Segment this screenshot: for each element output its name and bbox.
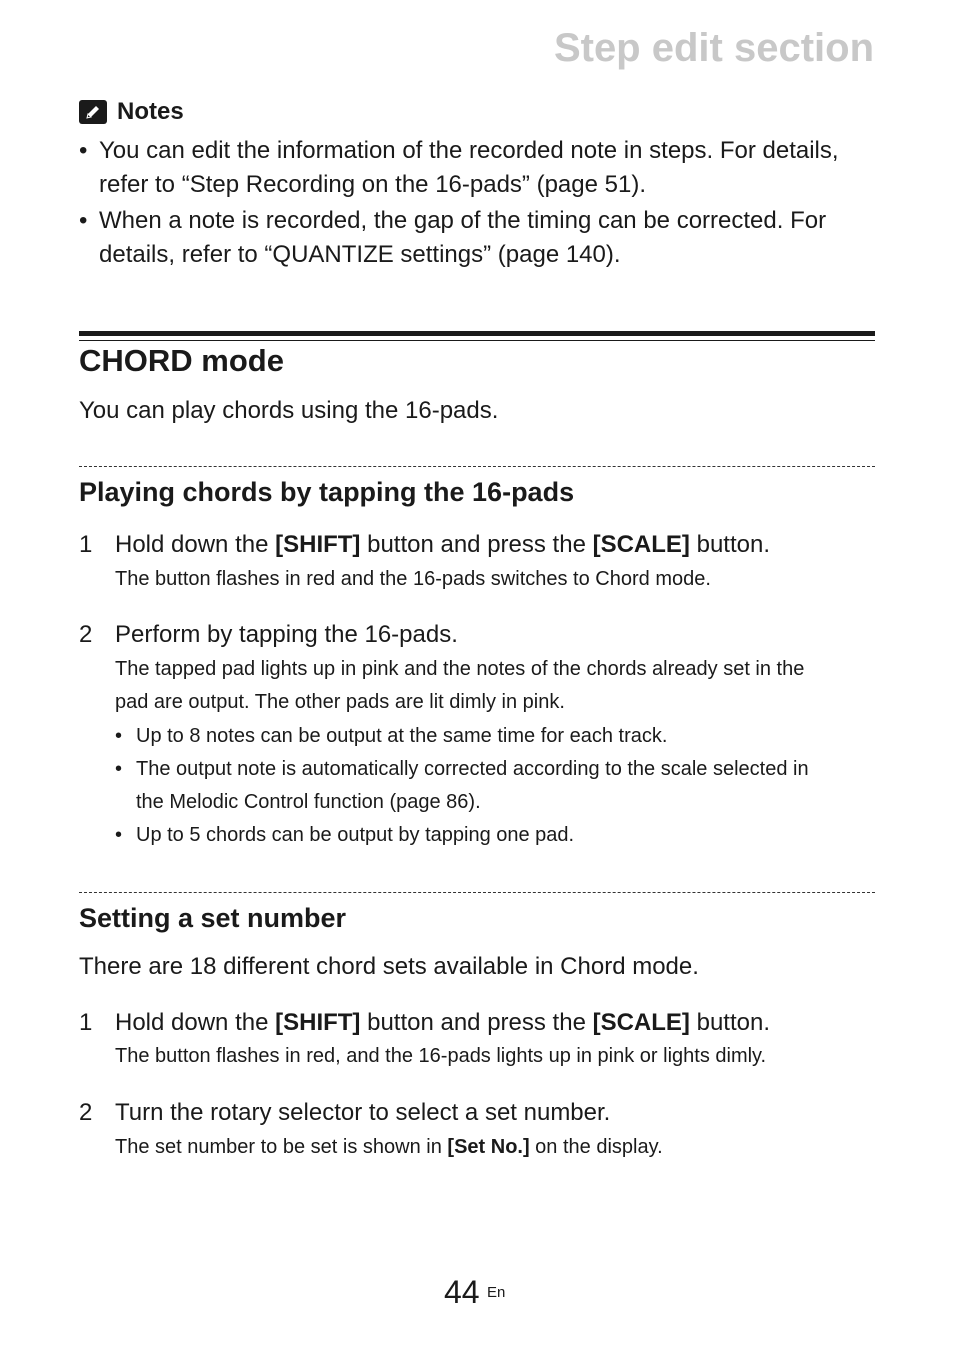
playing-bullet-3 [115, 819, 575, 852]
dashed-divider [79, 892, 875, 893]
notes-heading [79, 98, 184, 126]
playing-step2-text: Perform by tapping the 16-pads. [115, 621, 458, 648]
step-text-part: button and press the [360, 531, 593, 558]
chord-mode-intro: You can play chords using the 16-pads. [79, 397, 499, 424]
set-step1-sub: The button flashes in red, and the 16-pads lights up in pink or lights dimly. [115, 1045, 767, 1067]
set-step2-sub [115, 1131, 663, 1164]
playing-bullet-1 [115, 720, 668, 753]
bullet-text: the Melodic Control function (page 86). [136, 791, 481, 813]
notes-item-1 [79, 134, 879, 202]
scale-button-label: [SCALE] [592, 531, 690, 558]
notes-item-2 [79, 204, 879, 272]
set-step1-text [115, 1009, 770, 1037]
notes-heading-label: Notes [117, 98, 184, 125]
page-language: En [487, 1284, 506, 1301]
step-number: 2 [79, 621, 93, 648]
section-rule-thick [79, 331, 875, 336]
section-rule-thin [79, 340, 875, 341]
notes-item-1-line2: refer to “Step Recording on the 16-pads” (page 51). [99, 171, 646, 198]
step-text-part: The set number to be set is shown in [115, 1136, 448, 1158]
step-text-part: button. [689, 531, 770, 558]
step-number: 2 [79, 1099, 93, 1126]
set-step2-text: Turn the rotary selector to select a set number. [115, 1099, 611, 1126]
set-number-heading: Setting a set number [79, 903, 347, 933]
bullet-dot: • [79, 137, 88, 164]
playing-step1-text [115, 531, 770, 559]
shift-button-label: [SHIFT] [275, 1009, 361, 1036]
bullet-dot: • [79, 207, 88, 234]
page-number: 44 [444, 1274, 480, 1310]
notes-item-1-line1: You can edit the information of the recorded note in steps. For details, [99, 137, 839, 164]
bullet-dot: • [115, 824, 123, 846]
playing-step1-sub: The button flashes in red and the 16-pads switches to Chord mode. [115, 568, 711, 590]
section-header-title: Step edit section [553, 26, 874, 70]
playing-chords-heading: Playing chords by tapping the 16-pads [79, 477, 575, 507]
pencil-note-icon [79, 100, 107, 124]
chord-mode-title: CHORD mode [79, 343, 284, 378]
step-text-part: button. [689, 1009, 770, 1036]
shift-button-label: [SHIFT] [275, 531, 361, 558]
set-number-intro: There are 18 different chord sets available in Chord mode. [79, 953, 699, 980]
bullet-text: Up to 5 chords can be output by tapping one pad. [136, 824, 575, 846]
bullet-dot: • [115, 758, 123, 780]
notes-item-2-line1: When a note is recorded, the gap of the timing can be corrected. For [99, 207, 827, 234]
step-text-part: Hold down the [115, 531, 276, 558]
set-no-label: [Set No.] [447, 1136, 530, 1158]
dashed-divider [79, 466, 875, 467]
scale-button-label: [SCALE] [592, 1009, 690, 1036]
bullet-dot: • [115, 725, 123, 747]
bullet-text: Up to 8 notes can be output at the same time for each track. [136, 725, 668, 747]
playing-bullet-2 [115, 753, 809, 786]
step-text-part: on the display. [529, 1136, 663, 1158]
playing-step2-sub-line2: pad are output. The other pads are lit dimly in pink. [115, 691, 565, 713]
step-text-part: Hold down the [115, 1009, 276, 1036]
step-number: 1 [79, 1009, 93, 1036]
notes-item-2-line2: details, refer to “QUANTIZE settings” (page 140). [99, 241, 621, 268]
bullet-text: The output note is automatically corrected according to the scale selected in [136, 758, 809, 780]
step-text-part: button and press the [360, 1009, 593, 1036]
step-number: 1 [79, 531, 93, 558]
playing-step2-sub-line1: The tapped pad lights up in pink and the notes of the chords already set in the [115, 658, 805, 680]
